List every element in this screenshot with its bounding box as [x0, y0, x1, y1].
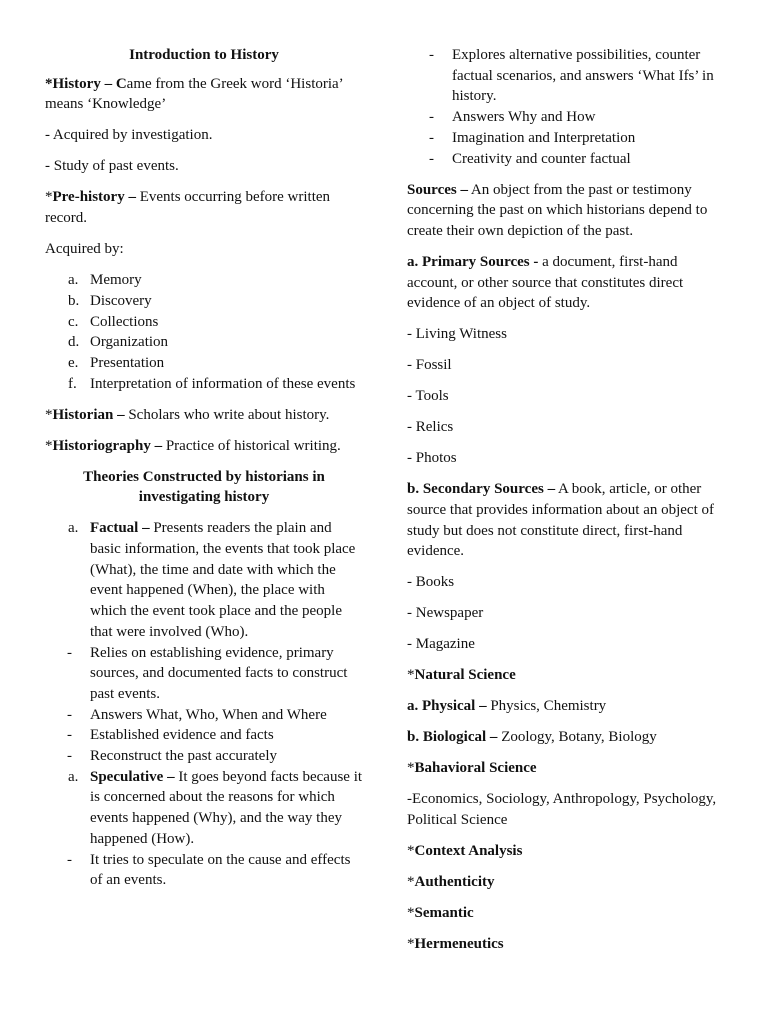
list-marker: a.: [68, 520, 79, 537]
semantic-heading: [407, 903, 725, 924]
acquired-list: [45, 270, 363, 394]
context-analysis-star: *: [407, 843, 415, 860]
history-term: *History – C: [45, 75, 127, 92]
list-item-text: Discovery: [90, 292, 152, 309]
historiography-term: Historiography –: [52, 437, 163, 454]
primary-item: - Photos: [407, 450, 457, 467]
factual-def: Presents readers the plain and basic information, the events that took place (What), the time and date with which the event happened (When), the place with which the event took place and the people that were involved (Who).: [90, 520, 356, 640]
list-marker: e.: [68, 354, 79, 371]
speculative-def: It goes beyond facts because it is concerned about the reasons for which events happened (Why), and the way they happened (How).: [90, 768, 363, 847]
list-item: [45, 312, 363, 333]
list-item: [45, 374, 363, 395]
prehistory-term: Pre-history –: [52, 189, 136, 206]
natural-science-star: *: [407, 667, 415, 684]
list-item: [45, 643, 363, 705]
historiography-definition: [45, 436, 363, 457]
list-marker: f.: [68, 375, 77, 392]
list-item-text: Interpretation of information of these events: [90, 375, 356, 392]
history-note-1: - Acquired by investigation.: [45, 127, 213, 144]
authenticity-heading: [407, 872, 725, 893]
natural-science-term: Natural Science: [414, 667, 516, 684]
semantic-term: Semantic: [414, 905, 474, 922]
page-title: Introduction to History: [129, 47, 279, 63]
biological-term: b. Biological –: [407, 729, 498, 746]
secondary-sources-definition: [407, 479, 725, 562]
list-item: [45, 725, 363, 746]
list-item-text: Memory: [90, 272, 142, 289]
secondary-item: - Magazine: [407, 636, 475, 653]
primary-sources-term: a. Primary Sources -: [407, 253, 539, 270]
history-definition: [45, 74, 363, 115]
list-item: [45, 746, 363, 767]
behavioral-science-heading: [407, 758, 725, 779]
sources-term: Sources –: [407, 181, 468, 198]
speculative-term: Speculative –: [90, 768, 175, 785]
sources-definition: [407, 180, 725, 242]
speculative-theory: [45, 767, 363, 850]
hermeneutics-term: Hermeneutics: [414, 936, 504, 953]
list-item: [45, 767, 363, 850]
list-item-text: Collections: [90, 313, 159, 330]
dash-marker: -: [429, 129, 434, 146]
historiography-def: Practice of historical writing.: [162, 437, 341, 454]
speculative-continued-list: [407, 45, 725, 169]
behavioral-science-list: -Economics, Sociology, Anthropology, Psychology, Political Science: [407, 791, 717, 829]
list-item: [407, 128, 725, 149]
theories-heading: Theories Constructed by historians in investigating history: [83, 468, 325, 506]
dash-marker: -: [67, 851, 72, 868]
list-item-text: Explores alternative possibilities, counter factual scenarios, and answers ‘What Ifs’ in history.: [452, 47, 714, 105]
history-def: ame from the Greek word ‘Historia’ means ‘Knowledge’: [45, 75, 343, 113]
list-item: [407, 149, 725, 170]
speculative-dash-list: [45, 850, 363, 891]
physical-def: Physics, Chemistry: [486, 698, 607, 715]
factual-dash-list: [45, 643, 363, 767]
primary-sources-def: a document, first-hand account, or other source that constitutes direct evidence of an object of study.: [407, 253, 684, 312]
historiography-star: *: [45, 437, 53, 454]
left-column: [45, 45, 363, 901]
acquired-by-label: Acquired by:: [45, 241, 124, 258]
list-item: [45, 332, 363, 353]
primary-item: - Living Witness: [407, 326, 507, 343]
dash-marker: -: [67, 748, 72, 765]
list-marker: c.: [68, 313, 79, 330]
historian-def: Scholars who write about history.: [124, 406, 330, 423]
context-analysis-term: Context Analysis: [414, 843, 523, 860]
authenticity-term: Authenticity: [414, 874, 495, 891]
natural-science-heading: [407, 665, 725, 686]
list-item: [45, 291, 363, 312]
historian-star: *: [45, 406, 53, 423]
prehistory-definition: [45, 187, 363, 228]
biological-def: Zoology, Botany, Biology: [497, 729, 657, 746]
authenticity-star: *: [407, 874, 415, 891]
historian-term: Historian –: [52, 406, 125, 423]
secondary-item: - Books: [407, 574, 455, 591]
right-column: [407, 45, 725, 965]
list-marker: b.: [68, 292, 80, 309]
list-item: [45, 850, 363, 891]
list-item-text: Creativity and counter factual: [452, 150, 631, 167]
list-marker: a.: [68, 768, 79, 785]
list-item-text: Presentation: [90, 354, 165, 371]
secondary-item: - Newspaper: [407, 605, 484, 622]
primary-item: - Relics: [407, 419, 454, 436]
list-item: [45, 270, 363, 291]
list-marker: d.: [68, 334, 80, 351]
factual-theory: [45, 518, 363, 642]
dash-marker: -: [429, 109, 434, 126]
list-item-text: Reconstruct the past accurately: [90, 748, 278, 765]
dash-marker: -: [67, 727, 72, 744]
list-item-text: Answers What, Who, When and Where: [90, 706, 327, 723]
dash-marker: -: [67, 644, 72, 661]
list-item: [45, 705, 363, 726]
primary-sources-definition: [407, 252, 725, 314]
prehistory-def: Events occurring before written record.: [45, 189, 331, 227]
list-item: [407, 45, 725, 107]
historian-definition: [45, 405, 363, 426]
behavioral-science-star: *: [407, 760, 415, 777]
context-analysis-heading: [407, 841, 725, 862]
list-item-text: Established evidence and facts: [90, 727, 274, 744]
hermeneutics-star: *: [407, 936, 415, 953]
list-item-text: Relies on establishing evidence, primary sources, and documented facts to construct past events.: [90, 644, 348, 702]
semantic-star: *: [407, 905, 415, 922]
dash-marker: -: [429, 47, 434, 63]
history-note-2: - Study of past events.: [45, 158, 179, 175]
dash-marker: -: [429, 150, 434, 167]
dash-marker: -: [67, 706, 72, 723]
primary-item: - Fossil: [407, 357, 452, 374]
hermeneutics-heading: [407, 934, 725, 955]
factual-term: Factual –: [90, 520, 150, 537]
list-item: [45, 518, 363, 642]
physical-term: a. Physical –: [407, 698, 487, 715]
list-item: [407, 107, 725, 128]
secondary-sources-term: b. Secondary Sources –: [407, 481, 556, 498]
primary-item: - Tools: [407, 388, 449, 405]
sources-def: An object from the past or testimony concerning the past on which historians depend to create their own depiction of the past.: [407, 181, 708, 239]
list-item: [45, 353, 363, 374]
behavioral-science-term: Bahavioral Science: [414, 760, 537, 777]
list-item-text: Answers Why and How: [452, 109, 596, 126]
list-item-text: Imagination and Interpretation: [452, 129, 636, 146]
list-item-text: It tries to speculate on the cause and effects of an events.: [90, 851, 351, 889]
prehistory-star: *: [45, 189, 53, 206]
list-item-text: Organization: [90, 334, 169, 351]
biological-science: [407, 727, 725, 748]
physical-science: [407, 696, 725, 717]
secondary-sources-def: A book, article, or other source that provides information about an object of study but does not constitute direct, first-hand evidence.: [407, 481, 714, 560]
list-marker: a.: [68, 272, 79, 289]
